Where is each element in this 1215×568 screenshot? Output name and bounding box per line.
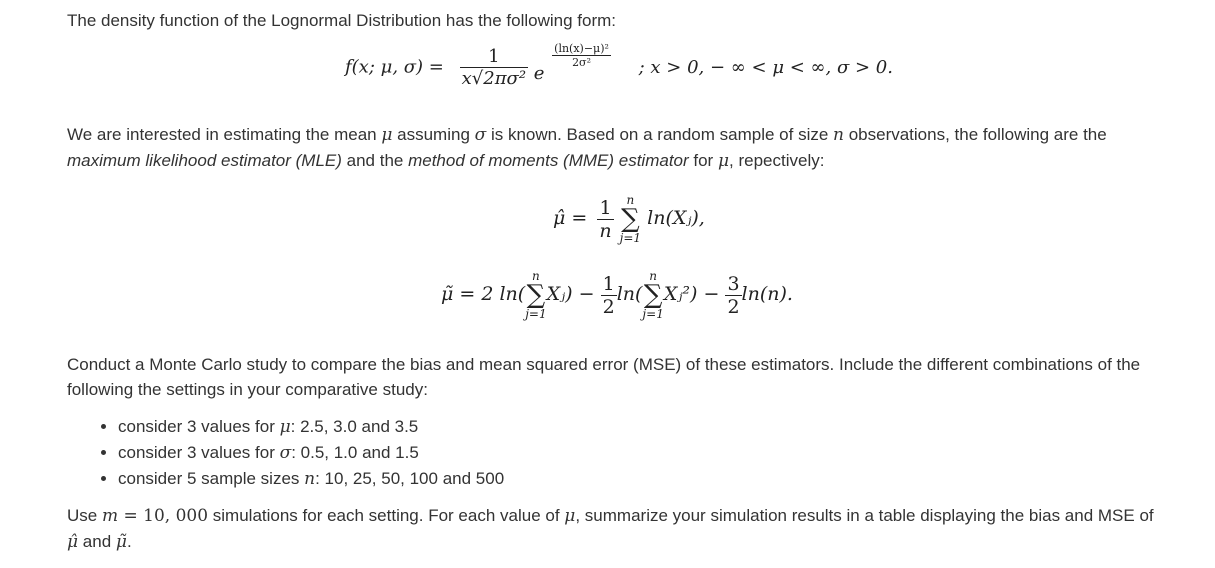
density-equation: [345, 42, 893, 89]
list-item: • consider 3 values for σ: 0.5, 1.0 and 1.5: [118, 440, 504, 466]
density-denominator: x√2πσ²: [461, 68, 527, 89]
intro-text: The density function of the Lognormal Distribution has the following form:: [67, 11, 617, 30]
density-lhs: f(x; μ, σ) =: [345, 56, 444, 78]
mme-half: $\frac{1}{2}$: [602, 272, 615, 318]
mme-sum-2: n ∑ j=1: [642, 269, 664, 321]
density-fraction: [460, 46, 528, 89]
density-e: e: [533, 62, 545, 84]
settings-list: [100, 414, 504, 492]
density-numerator: 1: [488, 46, 500, 67]
list-item: • consider 3 values for μ: 2.5, 3.0 and 3.5: [118, 414, 504, 440]
density-conditions: ; x > 0, − ∞ < μ < ∞, σ > 0.: [638, 56, 893, 78]
simulation-paragraph: Use m = 10, 000 simulations for each setting. For each value of μ, summarize your simulation results in a table displaying the bias and MSE of μ̂ and μ̃.: [67, 506, 1154, 552]
mle-fraction: $\frac{1}{n}$: [599, 196, 612, 242]
mle-term: maximum likelihood estimator (MLE): [67, 151, 342, 170]
mme-three-halves: $\frac{3}{2}$: [727, 272, 740, 318]
mme-equation: μ̃ = 2 ln( n ∑ j=1 Xⱼ) − $\frac{1}{2}$ ln( n ∑ j=1 Xⱼ²) − $\frac{3}{2}$ ln(n).: [441, 269, 793, 321]
mme-term: method of moments (MME) estimator: [408, 151, 689, 170]
exponent-numerator: (ln(x)−μ)²: [554, 42, 609, 55]
mle-equation: μ̂ = $\frac{1}{n}$ n ∑ j=1 ln(Xⱼ),: [553, 193, 705, 245]
mle-sum: n ∑ j=1: [619, 193, 642, 245]
monte-carlo-paragraph: Conduct a Monte Carlo study to compare the bias and mean squared error (MSE) of these estimators. Include the different combinations of the following the settings in your comparative study:: [67, 355, 1141, 399]
density-exponent: [552, 42, 611, 69]
mme-sum-1: n ∑ j=1: [525, 269, 547, 321]
list-item: • consider 5 sample sizes n: 10, 25, 50, 100 and 500: [118, 466, 504, 492]
estimator-paragraph: We are interested in estimating the mean μ assuming σ is known. Based on a random sample of size n observations, the following are the maximum likelihood estimator (MLE) and the method of moments (MME) estimator for μ, repectively:: [67, 125, 1107, 171]
exponent-denominator: 2σ²: [552, 55, 611, 69]
